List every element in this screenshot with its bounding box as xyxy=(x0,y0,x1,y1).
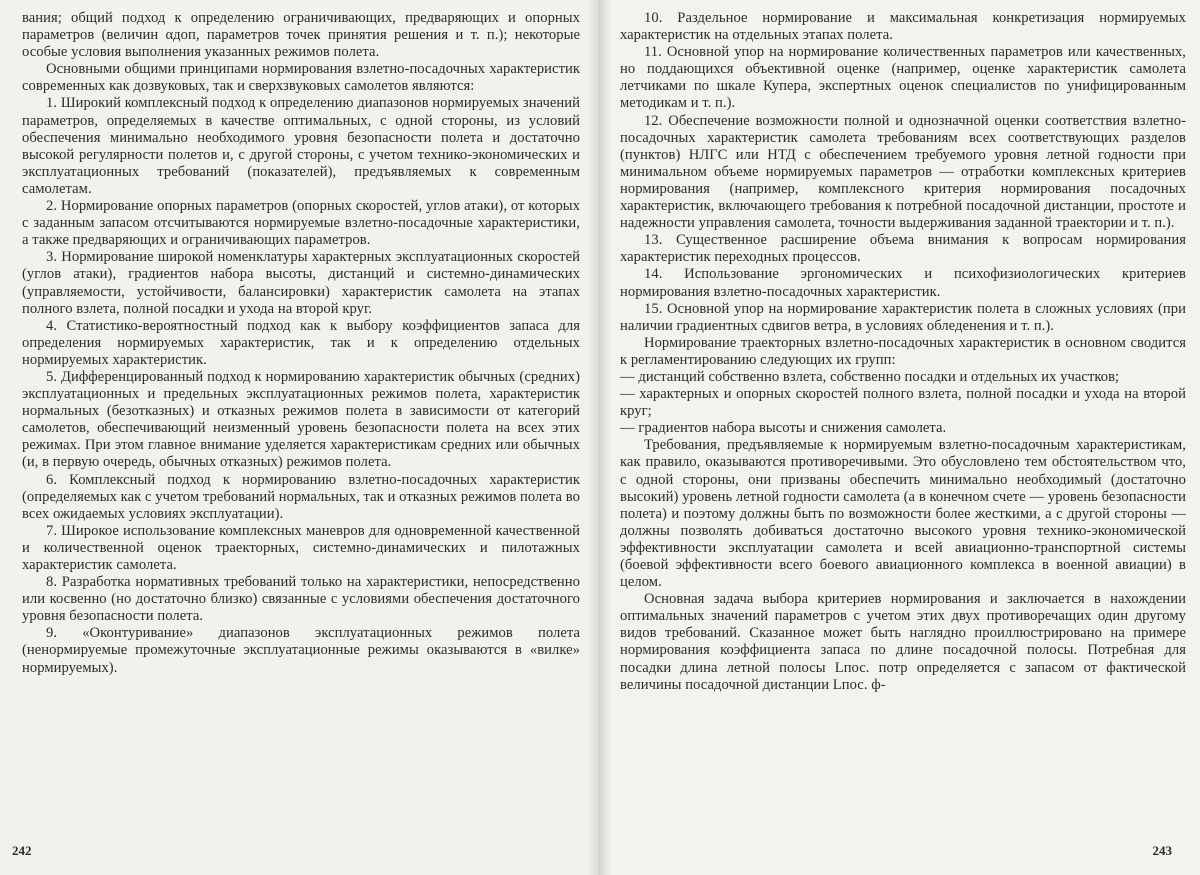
paragraph: Основными общими принципами нормирования взлетно-посадочных характеристик современных как дозвуковых, так и сверхзвуковых самолетов являются: xyxy=(22,61,580,95)
paragraph: 7. Широкое использование комплексных маневров для одновременной качественной и количественной оценок траекторных, системно-динамических и пилотажных характеристик самолета. xyxy=(22,522,580,573)
paragraph: 10. Раздельное нормирование и максимальная конкретизация нормируемых характеристик на отдельных этапах полета. xyxy=(620,10,1186,44)
paragraph: вания; общий подход к определению ограничивающих, предваряющих и опорных параметров (величин αдоп, параметров точек принятия решения и т. п.); некоторые особые условия выполнения указанных режимов полета. xyxy=(22,10,580,61)
right-page-text xyxy=(620,10,1186,694)
right-page xyxy=(600,0,1200,875)
page-number: 243 xyxy=(1152,843,1172,858)
paragraph: 1. Широкий комплексный подход к определению диапазонов нормируемых значений параметров, определяемых в качестве оптимальных, с одной стороны, из условий обеспечения минимально необходимого уровня безопасности полета и достаточно высокой регулярности полетов и, с другой стороны, с учетом технико-экономических и эксплуатационных требований (показателей), предъявляемых к современным самолетам. xyxy=(22,95,580,197)
paragraph: 5. Дифференцированный подход к нормированию характеристик обычных (средних) эксплуатационных и предельных эксплуатационных режимов полета, характеристик нормальных (безотказных) и отказных режимов полета в зависимости от категорий самолетов, обеспечивающий неизменный уровень безопасности полета на всех этих режимах. При этом главное внимание уделяется характеристикам средних или обычных (и, в первую очередь, обычных отказных) режимов полета. xyxy=(22,368,580,471)
paragraph: 12. Обеспечение возможности полной и однозначной оценки соответствия взлетно-посадочных характеристик самолета требованиям всех соответствующих разделов (пунктов) НЛГС или НТД с обеспечением требуемого уровня летной годности при минимальном объеме нормируемых параметров — отработки комплексных критериев нормирования (например, комплексного критерия нормирования посадочных характеристик, включающего требования к потребной посадочной дистанции, простоте и надежности управления самолета, точности выдерживания заданной траектории и т. п.). xyxy=(620,112,1186,232)
paragraph: 2. Нормирование опорных параметров (опорных скоростей, углов атаки), от которых с заданным запасом отсчитываются нормируемые взлетно-посадочные характеристики, а также предваряющих и ограничивающих параметров. xyxy=(22,198,580,249)
paragraph: Основная задача выбора критериев нормирования и заключается в нахождении оптимальных значений параметров с учетом этих двух противоречащих один другому видов требований. Сказанное может быть наглядно проиллюстрировано на примере нормирования коэффициента запаса по длине посадочной полосы. Потребная для посадки длина летной полосы Lпос. потр определяется с запасом от фактической величины посадочной дистанции Lпос. ф- xyxy=(620,591,1186,693)
paragraph: 8. Разработка нормативных требований только на характеристики, непосредственно или косвенно (но достаточно близко) связанные с условиями обеспечения достаточного уровня безопасности полета. xyxy=(22,574,580,625)
paragraph: 9. «Оконтуривание» диапазонов эксплуатационных режимов полета (ненормируемые промежуточные эксплуатационные режимы оказываются в «вилке» нормируемых). xyxy=(22,625,580,676)
paragraph: Требования, предъявляемые к нормируемым взлетно-посадочным характеристикам, как правило, оказываются противоречивыми. Это обусловлено тем обстоятельством что, с одной стороны, они призваны обеспечить минимально необходимый (достаточно высокий) уровень летной годности самолета (а в конечном счете — уровень безопасности полета) и поэтому должны быть по возможности более жесткими, а с другой стороны — должны позволять добиваться достаточно высокого уровня технико-экономической эффективности эксплуатации самолета и всей авиационно-транспортной системы (боевой эффективности всего боевого авиационного комплекса в военной авиации) в целом. xyxy=(620,437,1186,591)
paragraph: 6. Комплексный подход к нормированию взлетно-посадочных характеристик (определяемых как с учетом требований нормальных, так и отказных режимов полета во всех ожидаемых условиях эксплуатации). xyxy=(22,471,580,522)
paragraph: 15. Основной упор на нормирование характеристик полета в сложных условиях (при наличии градиентных сдвигов ветра, в условиях обледенения и т. п.). xyxy=(620,300,1186,334)
list-item: — градиентов набора высоты и снижения самолета. xyxy=(620,420,947,437)
list-item: — характерных и опорных скоростей полного взлета, полной посадки и ухода на второй круг; xyxy=(620,386,1186,420)
paragraph: Нормирование траекторных взлетно-посадочных характеристик в основном сводится к регламентированию следующих их групп: xyxy=(620,334,1186,368)
page-number: 242 xyxy=(12,843,32,858)
paragraph: 14. Использование эргономических и психофизиологических критериев нормирования взлетно-посадочных характеристик. xyxy=(620,266,1186,300)
list-item: — дистанций собственно взлета, собственно посадки и отдельных их участков; xyxy=(620,368,1120,385)
paragraph: 11. Основной упор на нормирование количественных параметров или качественных, но поддающихся объективной оценке (например, оценке характеристик самолета летчиками по шкале Купера, экспертных оценок специалистов по унифицированным методикам и т. п.). xyxy=(620,44,1186,112)
paragraph: 3. Нормирование широкой номенклатуры характерных эксплуатационных скоростей (углов атаки), градиентов набора высоты, дистанций и системно-динамических (управляемости, устойчивости, балансировки) характеристик самолета на этапах полного взлета, полной посадки и ухода на второй круг. xyxy=(22,249,580,317)
left-page-text xyxy=(22,10,580,677)
paragraph: 4. Статистико-вероятностный подход как к выбору коэффициентов запаса для определения нормируемых характеристик, так и к определению отдельных нормируемых характеристик. xyxy=(22,317,580,368)
paragraph: 13. Существенное расширение объема внимания к вопросам нормирования характеристик переходных процессов. xyxy=(620,232,1186,266)
